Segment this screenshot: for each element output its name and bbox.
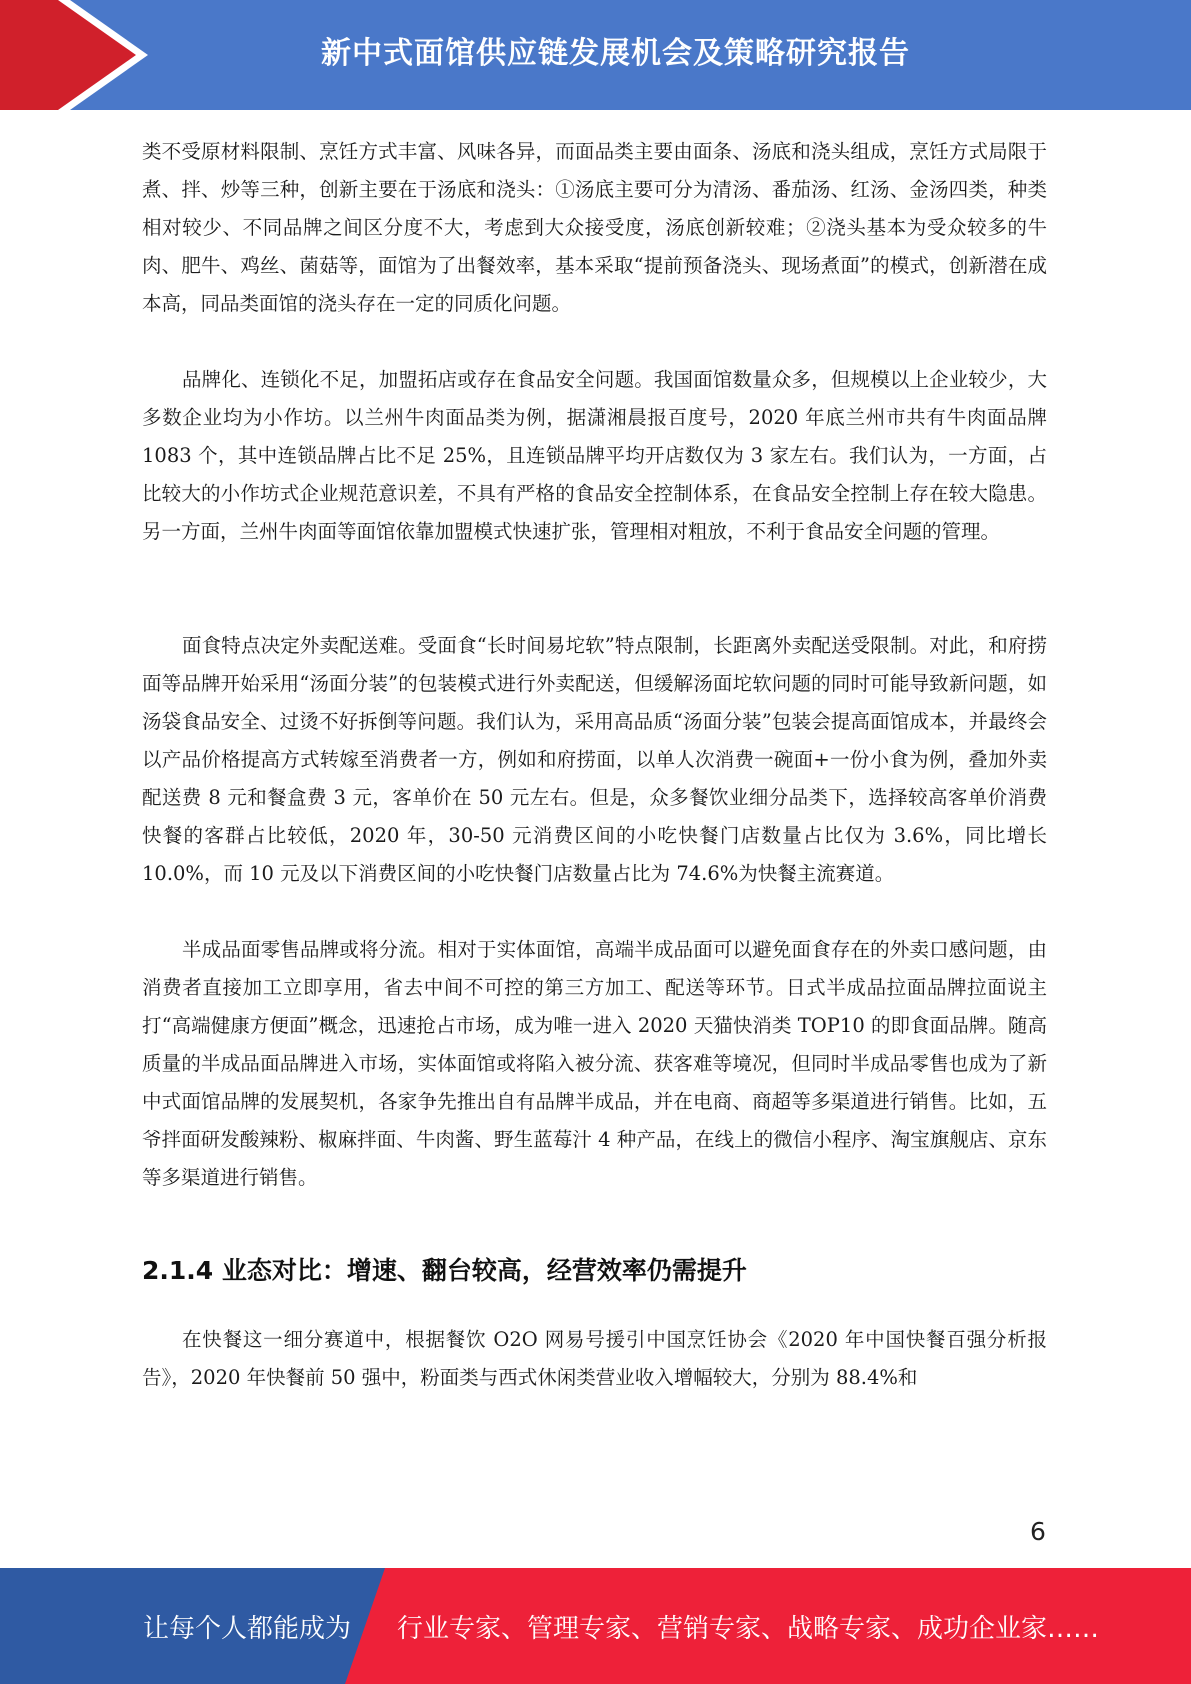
paragraph-delivery: 面食特点决定外卖配送难。受面食“长时间易坨软”特点限制，长距离外卖配送受限制。对此，和府捞面等品牌开始采用“汤面分装”的包装模式进行外卖配送，但缓解汤面坨软问题的同时可能导致新问题，如汤袋食品安全、过烫不好拆倒等问题。我们认为，采用高品质“汤面分装”包装会提高面馆成本，并最终会以产品价格提高方式转嫁至消费者一方，例如和府捞面，以单人次消费一碗面+一份小食为例，叠加外卖配送费 8 元和餐盒费 3 元，客单价在 50 元左右。但是，众多餐饮业细分品类下，选择较高客单价消费快餐的客群占比较低，2020 年，30-50 元消费区间的小吃快餐门店数量占比仅为 3.6%，同比增长 10.0%，而 10 元及以下消费区间的小吃快餐门店数量占比为 74.6%为快餐主流赛道。: [142, 634, 1047, 885]
paragraph-fast-food: 在快餐这一细分赛道中，根据餐饮 O2O 网易号援引中国烹饪协会《2020 年中国快餐百强分析报告》，2020 年快餐前 50 强中，粉面类与西式休闲类营业收入增幅较大，分别为 88.4%和: [142, 1328, 1047, 1389]
page-header: [0, 0, 1191, 110]
paragraph-semi-finished: 半成品面零售品牌或将分流。相对于实体面馆，高端半成品面可以避免面食存在的外卖口感问题，由消费者直接加工立即享用，省去中间不可控的第三方加工、配送等环节。日式半成品拉面品牌拉面说主打“高端健康方便面”概念，迅速抢占市场，成为唯一进入 2020 天猫快消类 TOP10 的即食面品牌。随高质量的半成品面品牌进入市场，实体面馆或将陷入被分流、获客难等境况，但同时半成品零售也成为了新中式面馆品牌的发展契机，各家争先推出自有品牌半成品，并在电商、商超等多渠道进行销售。比如，五爷拌面研发酸辣粉、椒麻拌面、牛肉酱、野生蓝莓汁 4 种产品，在线上的微信小程序、淘宝旗舰店、京东等多渠道进行销售。: [142, 938, 1047, 1189]
document-body: [142, 133, 1047, 1397]
paragraph-branding-chain: 品牌化、连锁化不足，加盟拓店或存在食品安全问题。我国面馆数量众多，但规模以上企业较少，大多数企业均为小作坊。以兰州牛肉面品类为例，据潇湘晨报百度号，2020 年底兰州市共有牛肉面品牌 1083 个，其中连锁品牌占比不足 25%，且连锁品牌平均开店数仅为 3 家左右。我们认为，一方面，占比较大的小作坊式企业规范意识差，不具有严格的食品安全控制体系，在食品安全控制上存在较大隐患。另一方面，兰州牛肉面等面馆依靠加盟模式快速扩张，管理相对粗放，不利于食品安全问题的管理。: [142, 368, 1047, 543]
page-number: 6: [1030, 1517, 1046, 1546]
section-heading: 2.1.4 业态对比：增速、翻台较高，经营效率仍需提升: [142, 1256, 747, 1285]
footer-slogan-right: 行业专家、管理专家、营销专家、战略专家、成功企业家……: [397, 1613, 1100, 1644]
footer-slogan-left: 让每个人都能成为: [143, 1613, 352, 1644]
report-title: 新中式面馆供应链发展机会及策略研究报告: [321, 36, 910, 71]
page-footer: [0, 1568, 1191, 1684]
paragraph-continuation: 类不受原材料限制、烹饪方式丰富、风味各异，而面品类主要由面条、汤底和浇头组成，烹饪方式局限于煮、拌、炒等三种，创新主要在于汤底和浇头：①汤底主要可分为清汤、番茄汤、红汤、金汤四类，种类相对较少、不同品牌之间区分度不大，考虑到大众接受度，汤底创新较难；②浇头基本为受众较多的牛肉、肥牛、鸡丝、菌菇等，面馆为了出餐效率，基本采取“提前预备浇头、现场煮面”的模式，创新潜在成本高，同品类面馆的浇头存在一定的同质化问题。: [142, 140, 1047, 315]
